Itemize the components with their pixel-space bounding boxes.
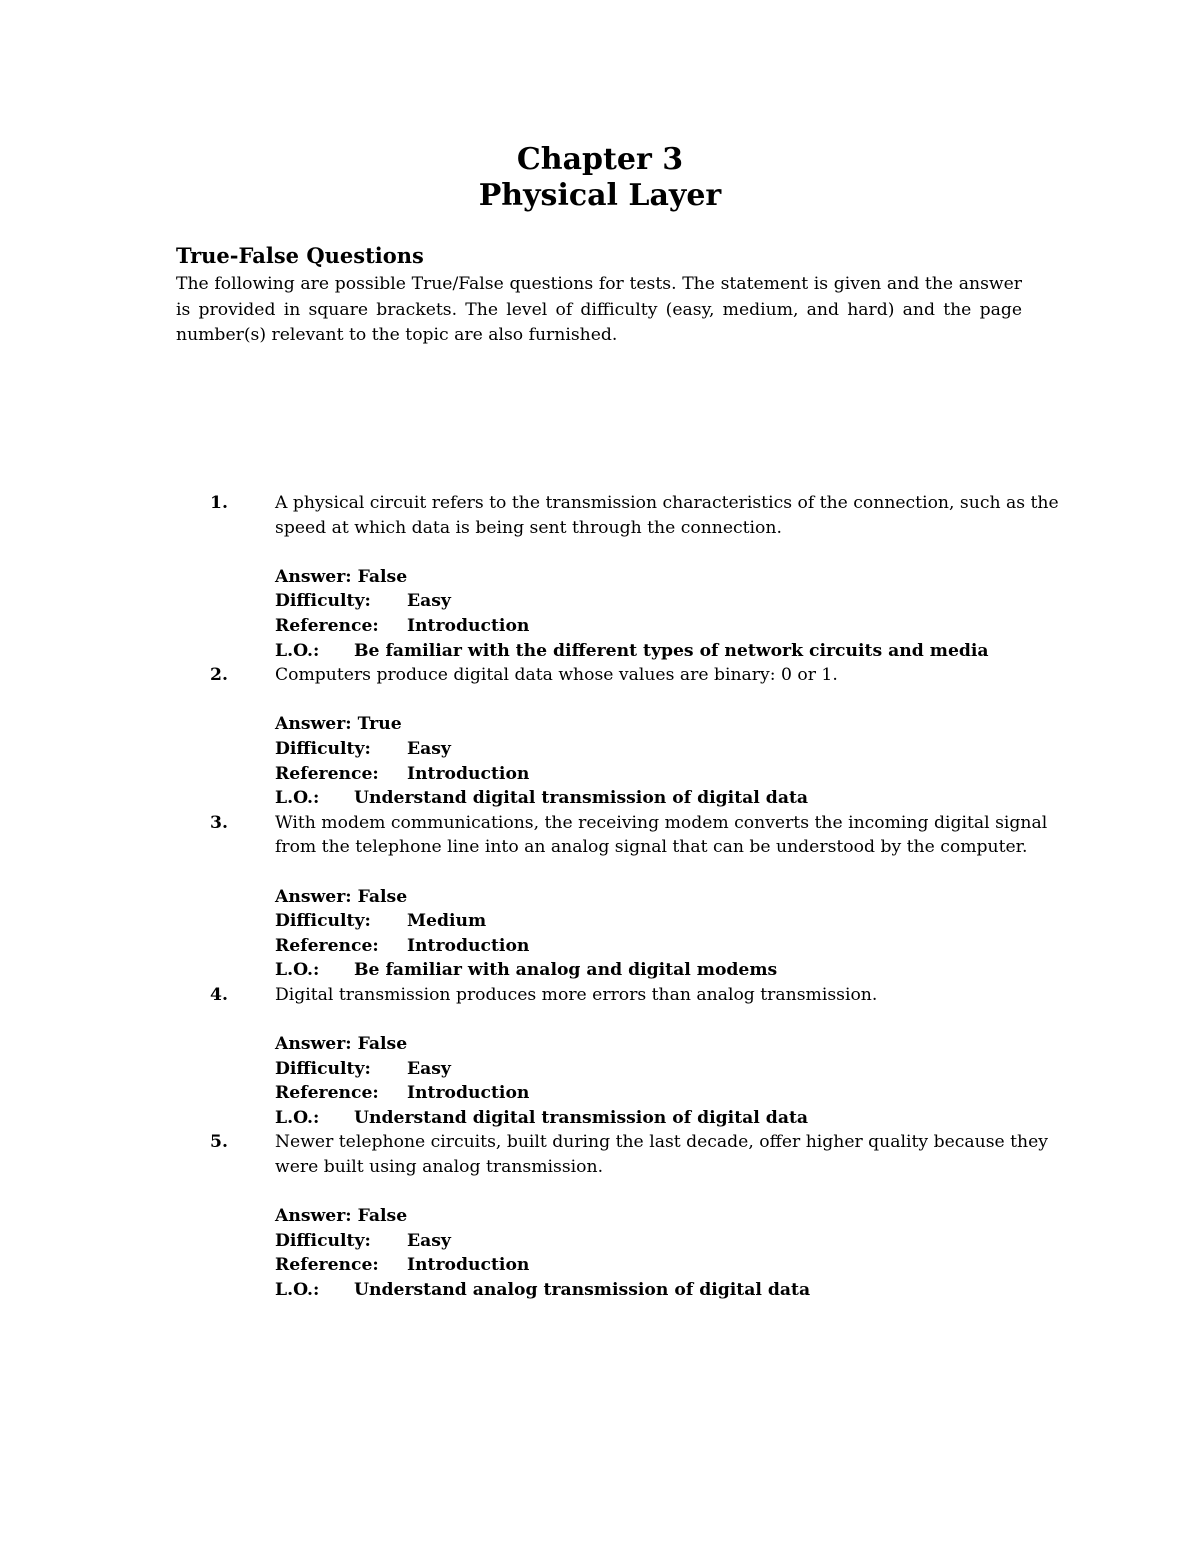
lo-value: Be familiar with analog and digital modems (354, 960, 778, 981)
difficulty-label: Difficulty: (275, 738, 371, 759)
difficulty-value: Easy (407, 591, 451, 612)
answer-row (275, 1204, 1200, 1229)
reference-label: Reference: (275, 763, 379, 784)
reference-row (275, 762, 1200, 787)
question-number: 1. (210, 493, 228, 513)
question-text: With modem communications, the receiving modem converts the incoming digital signal from the telephone line into an analog signal that can be understood by the computer. (275, 812, 1048, 858)
reference-value: Introduction (407, 615, 530, 636)
difficulty-value: Medium (407, 911, 487, 932)
lo-row (275, 958, 1200, 983)
reference-row (275, 1253, 1200, 1278)
answer-value: False (357, 1034, 408, 1055)
difficulty-label: Difficulty: (275, 591, 371, 612)
reference-label: Reference: (275, 1255, 379, 1276)
difficulty-label: Difficulty: (275, 911, 371, 932)
question-text: Digital transmission produces more errors than analog transmission. (275, 984, 878, 1005)
lo-value: Be familiar with the different types of network circuits and media (354, 640, 989, 661)
difficulty-row (275, 1057, 1200, 1082)
answer-row (275, 565, 1200, 590)
lo-row (275, 1278, 1200, 1303)
reference-label: Reference: (275, 615, 379, 636)
answer-value: False (357, 566, 408, 587)
reference-row (275, 1081, 1200, 1106)
question-item (0, 811, 1200, 983)
question-number: 4. (210, 984, 228, 1005)
lo-label: L.O.: (275, 1280, 320, 1300)
question-number: 5. (210, 1132, 228, 1153)
reference-value: Introduction (407, 1255, 530, 1276)
section-intro: The following are possible True/False questions for tests. The statement is given and the answer is provided in square brackets. The level of difficulty (easy, medium, and hard) and the page number(s) relevant to the topic are also furnished. (176, 274, 1022, 345)
answer-label: Answer: (275, 886, 358, 907)
question-number: 3. (210, 812, 228, 833)
lo-label: L.O.: (275, 788, 320, 809)
lo-label: L.O.: (275, 960, 320, 981)
answer-row (275, 1032, 1200, 1057)
lo-label: L.O.: (275, 640, 320, 661)
lo-label: L.O.: (275, 1107, 320, 1128)
difficulty-row (275, 909, 1200, 934)
answer-label: Answer: (275, 714, 358, 735)
chapter-title: Physical Layer (478, 178, 722, 213)
lo-value: Understand digital transmission of digital data (354, 788, 809, 809)
question-text: Computers produce digital data whose values are binary: 0 or 1. (275, 665, 838, 686)
answer-value: False (357, 886, 408, 907)
question-item (0, 983, 1200, 1131)
reference-label: Reference: (275, 1083, 379, 1104)
difficulty-row (275, 1229, 1200, 1254)
lo-row (275, 786, 1200, 811)
difficulty-row (275, 589, 1200, 614)
section-heading: True-False Questions (176, 243, 424, 268)
answer-label: Answer: (275, 566, 358, 587)
question-item (0, 1130, 1200, 1302)
question-text: A physical circuit refers to the transmission characteristics of the connection, such as the speed at which data is being sent through the connection. (275, 493, 1059, 538)
question-list (0, 491, 1200, 1303)
question-text: Newer telephone circuits, built during the last decade, offer higher quality because they were built using analog transmission. (275, 1132, 1049, 1178)
reference-value: Introduction (407, 1083, 530, 1104)
answer-label: Answer: (275, 1206, 358, 1227)
reference-row (275, 934, 1200, 959)
reference-row (275, 614, 1200, 639)
answer-label: Answer: (275, 1034, 358, 1055)
lo-row (275, 639, 1200, 664)
difficulty-label: Difficulty: (275, 1058, 371, 1079)
question-item (0, 491, 1200, 663)
answer-value: False (357, 1206, 408, 1227)
reference-value: Introduction (407, 935, 530, 956)
difficulty-row (275, 737, 1200, 762)
question-item (0, 663, 1200, 811)
difficulty-label: Difficulty: (275, 1230, 371, 1251)
lo-value: Understand analog transmission of digital data (354, 1280, 811, 1300)
chapter-number: Chapter 3 (516, 142, 684, 177)
difficulty-value: Easy (407, 738, 451, 759)
lo-row (275, 1106, 1200, 1131)
answer-row (275, 885, 1200, 910)
question-number: 2. (210, 665, 228, 686)
answer-value: True (357, 714, 402, 735)
reference-value: Introduction (407, 763, 530, 784)
lo-value: Understand digital transmission of digital data (354, 1107, 809, 1128)
difficulty-value: Easy (407, 1230, 451, 1251)
reference-label: Reference: (275, 935, 379, 956)
answer-row (275, 712, 1200, 737)
difficulty-value: Easy (407, 1058, 451, 1079)
